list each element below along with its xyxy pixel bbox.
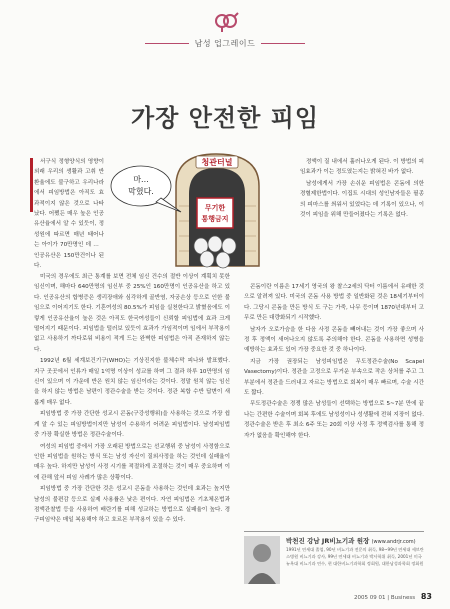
right-main-column (244, 282, 424, 526)
author-name: 박천진 강남 JR비뇨기과 원장 (www.andrjr.com) (286, 537, 416, 545)
intro-paragraph: 서구식 정형양식의 영향이 외래 우리의 생활과 고취 반환율에도 불구하고 우리나라에서 피임방법은 아직도 효과적이지 않은 것으로 나타났다. 어쨌든 매우 높은 인공유산율에서 알 수 있듯이, 정성원에 따르면 매년 태어나는 아이가 70만명인 데 비해 인공유산은 150만건이나 된다. (34, 159, 104, 270)
body-paragraph: 지금 가장 권장되는 남성피임법은 무도정관수술(No Scapel Vasectomy)이다. 정관을 고정으로 무거운 부속으로 작은 상처를 주고 그 부분에서 정관을 드러내고 자르는 방법으로 회복이 매우 빠르며, 수술 시간도 짧다. (244, 358, 424, 397)
body-paragraph: 1992년 6월 세계보건기구(WHO)는 기상진지한 불체수막 피나와 발표했다. 지구 곳곳에서 인류가 매일 1억명 이상이 성교를 하며 그 결과 하루 10만명의 임신이 있으며 이 가운데 반은 원치 않는 임신이라는 것이다. 정말 원치 않는 임신을 하지 않는 방법은 남편이 정관수술을 받는 것이다. 정관 복합 수반 답변이 새롭게 매우 없다. (34, 358, 230, 406)
svg-text:무기한: 무기한 (204, 204, 226, 212)
article-title: 가장 안전한 피임 (131, 104, 319, 132)
body-paragraph: 콘돔이란 이름은 17세기 영국의 왕 찰스2세의 닥터 이름에서 유래한 것으로 알려져 있다. 미국의 콘돔 사용 방법 중 일반화된 것은 18세기부터이다. 그당시 콘돔을 만든 방식 도 구는 가죽, 나무 등이며 1870년대부터 고무로 만든 대량화되기 시작했다. (244, 284, 424, 322)
author-photo (244, 536, 280, 584)
author-bio: 1991년 연세대 졸업, 90년 비뇨기과 전문의 취득, 98~99년 연세대 세브란스병원 비뇨기과 강사, 99년 연세대 비뇨기과 박사학위 취득, 2001년 미국 뉴욕대 비뇨기과 연수, 현 대한비뇨기과학회 정회원, 대한남성과학회 정회원 (286, 547, 424, 566)
series-label: 남성 업그레이드 (0, 38, 450, 49)
svg-text:마...: 마... (133, 175, 149, 184)
tunnel-sign-text: 청관터널 (201, 158, 233, 167)
issue-date: 2005 09 01 (353, 595, 386, 601)
tunnel-illustration (101, 146, 271, 271)
intro-column (34, 157, 104, 270)
body-paragraph: 피임방법 중 가장 간단한 성교시 콘돔(구강성행위)을 사용하는 것으로 가장 쉽게 알 수 있는 피임방법이지만 남성이 수용하기 어려운 피임법이다. 남성피임법 중 가장 확실한 방법은 정관수술이다. (34, 411, 230, 439)
body-paragraph: 남자가 오로가슴을 한 다음 사정 콘돔을 빼어내는 것이 가장 좋으며 사정 후 정액이 새어나오지 않도록 주의해야 한다. 콘돔을 사용하면 성병을 예방하는 효과도 있어 가장 중요한 것 중 하나이다. (244, 326, 424, 354)
body-paragraph: 피임방법 중 가장 간단한 것은 성교시 콘돔을 사용하는 것인데 효과는 높지만 남성의 불편감 등으로 실제 사용률은 낮은 편이다. 자연 피임법은 기초체온법과 점액관찰법 등을 사용하여 배란기를 피해 성교하는 방법으로 실패율이 높다. 경구피임약은 매일 복용해야 하고 호르몬 부작용이 있을 수 있다. (34, 486, 230, 524)
gender-symbol-icon (213, 11, 239, 33)
magazine-name: Business (390, 595, 416, 601)
body-paragraph: 여성의 피임법 중에서 가장 오래된 방법으로는 선교행위 중 남성이 사정함으로 인한 피임법을 원하는 방식 또는 남성 자신이 질외사정을 하는 것인데 실패율이 매우 높다. 하지만 남성이 사정 시기를 적절하게 조절하는 것이 매우 중요하며 이에 관해 앞서 피임 사례가 많은 상황이다. (34, 443, 230, 481)
page-number: 83 (420, 592, 432, 601)
left-main-column (34, 272, 230, 592)
body-paragraph: 미국의 경우에도 최근 통계를 보면 전체 임신 건수의 절반 이상이 계획치 못한 임신이며, 해마다 640만명의 임신부 중 25%인 160만명이 인공유산을 하고 있다. 인공유산의 합병증은 생리장애와 심각하게 골반염, 자궁손상 등으로 인한 불임으로 이어지기도 한다. 기혼여성의 80.5%가 피임을 실천한다고 밝혔음에도 이렇게 인공유산율이 높은 것은 아직도 한국여성들이 신뢰할 피임법에 효과 크게 떨어지기 때문이다. 피임법을 털러보 있듯이 효과가 가임적이며 임에서 부작용이 없고 사용하기 까다로워 비용이 적게 드는 완벽한 피임법은 아직 존재하지 않는다. (34, 274, 230, 353)
svg-text:막혔다.: 막혔다. (128, 187, 154, 196)
page-footer: 2005 09 01 | Business 83 (353, 592, 432, 601)
author-box (244, 531, 424, 585)
body-paragraph: 무도정관수술은 경쟁 많은 남성들이 선택하는 방법으로 5~7분 만에 끝나는 간편한 수술이며 회복 후에도 남성성이나 성생활에 전혀 지장이 없다. 정관수술은 받은 후 최소 6주 또는 20회 이상 사정 후 정액검사를 통해 정자가 없음을 확인해야 한다. (244, 401, 424, 439)
right-top-paragraph: 남성에게서 가장 손쉬운 피임법은 콘돔에 의한 경혈제한법이다. 이집트 시대의 성인남자들은 필종의 피마스를 씌워서 있었다는 데 기록이 있으나, 이것이 피임을 위해 만들어졌다는 기록은 없다. (300, 180, 424, 219)
right-top-paragraph: 정액이 질 내에서 흘러나오게 된다. 이 방법의 피임효과가 이는 정도였는지는 밝혀진 바가 없다. (300, 159, 424, 176)
right-top-column (300, 157, 424, 221)
accent-bar (30, 158, 33, 212)
svg-text:통행금지: 통행금지 (201, 215, 229, 223)
